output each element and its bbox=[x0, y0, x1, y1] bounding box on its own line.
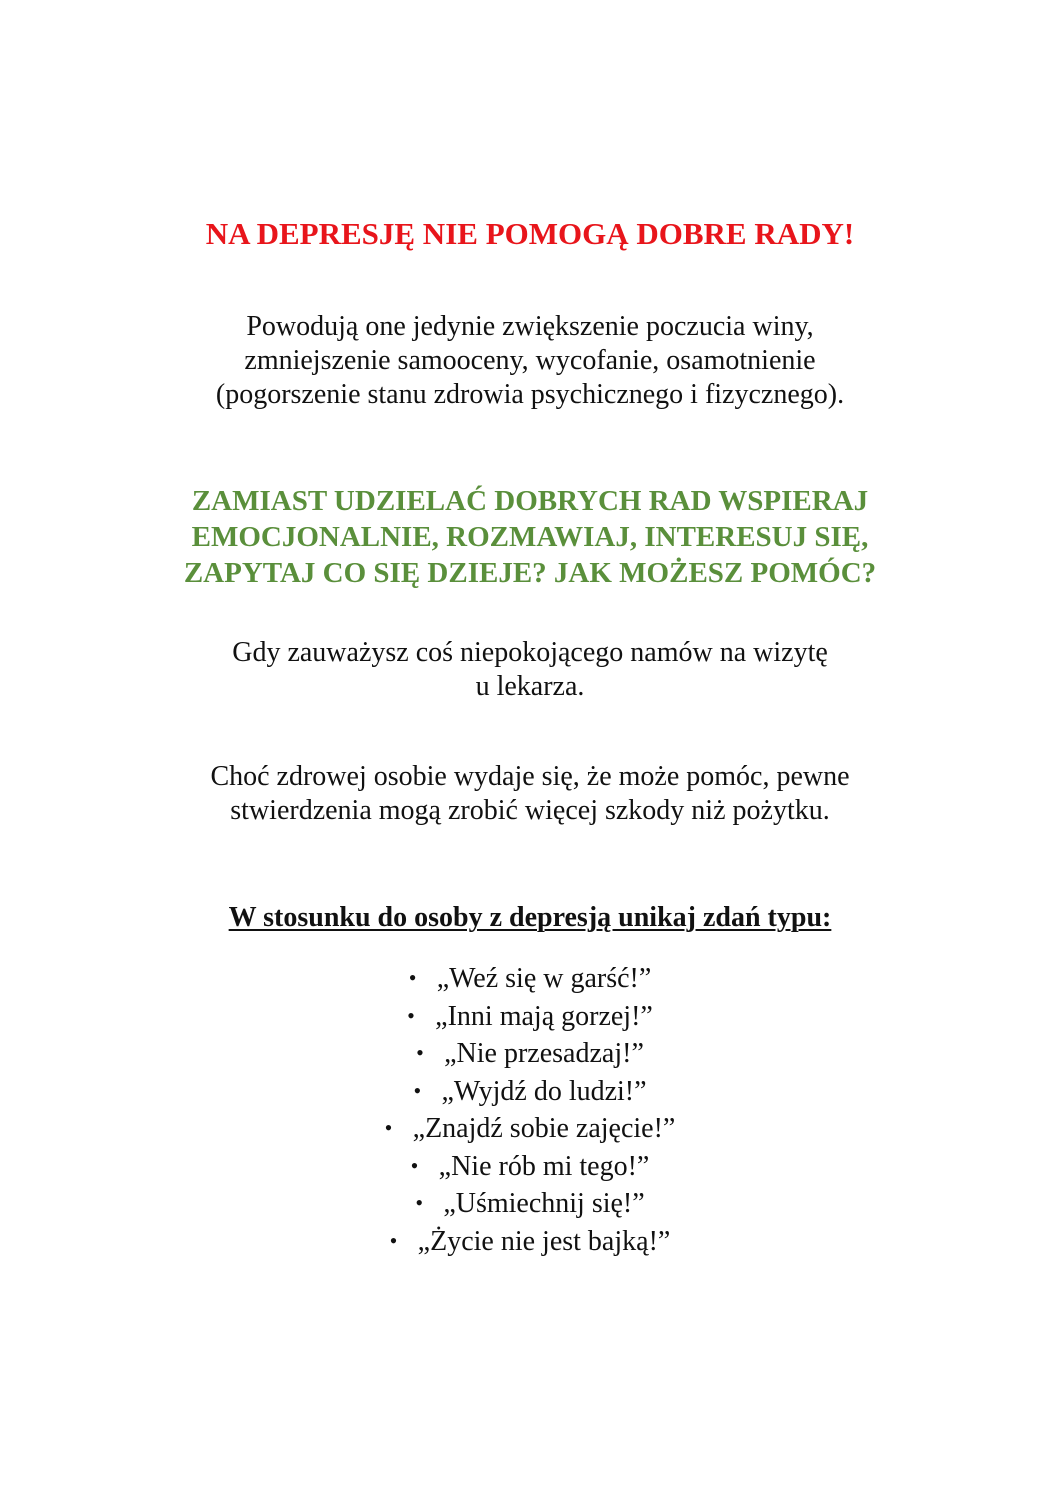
bullet-icon: • bbox=[413, 1077, 422, 1103]
phrase-text: „Znajdź sobie zajęcie!” bbox=[412, 1113, 676, 1144]
bullet-icon: • bbox=[408, 965, 417, 990]
bullet-icon: • bbox=[410, 1152, 419, 1178]
bullet-icon: • bbox=[407, 1002, 415, 1028]
phrase-text: „Weź się w garść!” bbox=[436, 963, 652, 994]
phrase-text: „Wyjdź do ludzi!” bbox=[441, 1075, 647, 1107]
doctor-line: Gdy zauważysz coś niepokojącego namów na wizytę bbox=[232, 637, 828, 668]
bullet-icon: • bbox=[389, 1227, 398, 1253]
intro-line: zmniejszenie samooceny, wycofanie, osamotnienie bbox=[244, 345, 816, 376]
list-heading bbox=[0, 898, 1060, 938]
bullet-icon: • bbox=[415, 1190, 424, 1215]
bullet-icon: • bbox=[384, 1115, 393, 1140]
phrases-list bbox=[0, 960, 1060, 1260]
doctor-line: u lekarza. bbox=[475, 671, 585, 702]
list-item bbox=[0, 1223, 1060, 1261]
list-item bbox=[0, 1035, 1060, 1073]
list-item bbox=[0, 1185, 1060, 1223]
intro-paragraph bbox=[0, 310, 1060, 412]
list-item bbox=[0, 1110, 1060, 1148]
list-item bbox=[0, 960, 1060, 998]
phrase-text: „Nie przesadzaj!” bbox=[444, 1038, 644, 1069]
advice-line: ZAPYTAJ CO SIĘ DZIEJE? JAK MOŻESZ POMÓC? bbox=[183, 557, 877, 589]
warning-line: stwierdzenia mogą zrobić więcej szkody niż pożytku. bbox=[230, 795, 830, 826]
list-heading-text: W stosunku do osoby z depresją unikaj zdań typu: bbox=[228, 902, 832, 933]
document-title: NA DEPRESJĘ NIE POMOGĄ DOBRE RADY! bbox=[205, 216, 855, 251]
intro-line: (pogorszenie stanu zdrowia psychicznego i fizycznego). bbox=[215, 379, 845, 410]
phrase-text: „Nie rób mi tego!” bbox=[438, 1150, 650, 1182]
warning-paragraph bbox=[0, 760, 1060, 828]
list-item bbox=[0, 1148, 1060, 1186]
intro-line: Powodują one jedynie zwiększenie poczucia winy, bbox=[246, 311, 814, 342]
phrase-text: „Życie nie jest bajką!” bbox=[417, 1225, 671, 1257]
advice-line: ZAMIAST UDZIELAĆ DOBRYCH RAD WSPIERAJ bbox=[191, 485, 869, 517]
phrase-text: „Inni mają gorzej!” bbox=[435, 1000, 653, 1032]
doctor-paragraph bbox=[0, 636, 1060, 704]
warning-line: Choć zdrowej osobie wydaje się, że może pomóc, pewne bbox=[210, 761, 850, 792]
advice-callout bbox=[0, 483, 1060, 591]
advice-line: EMOCJONALNIE, ROZMAWIAJ, INTERESUJ SIĘ, bbox=[191, 521, 869, 553]
bullet-icon: • bbox=[416, 1040, 424, 1065]
list-item bbox=[0, 998, 1060, 1036]
phrase-text: „Uśmiechnij się!” bbox=[443, 1188, 645, 1219]
list-item bbox=[0, 1073, 1060, 1111]
